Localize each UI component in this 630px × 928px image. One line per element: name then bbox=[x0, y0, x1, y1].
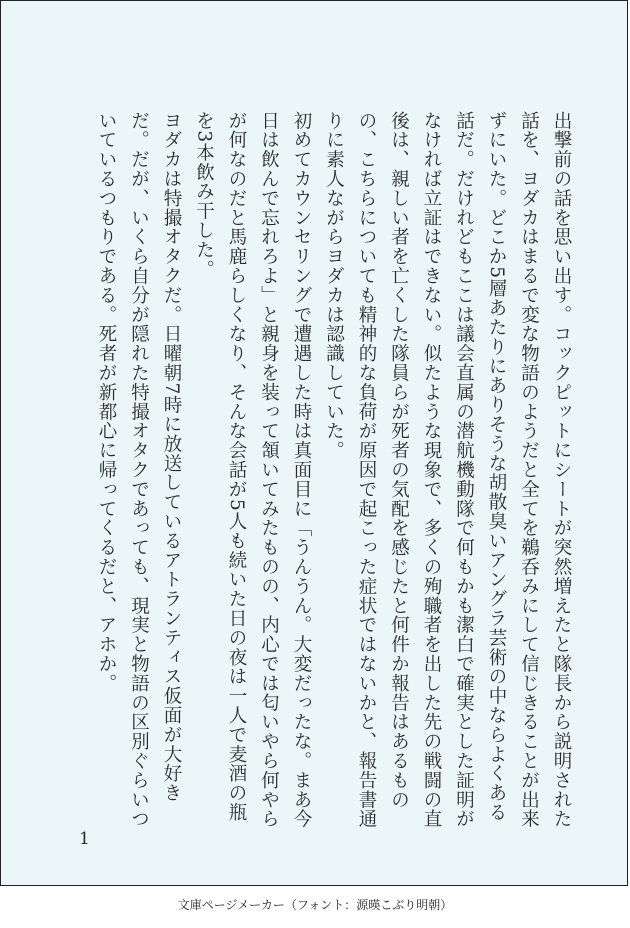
page-number: 1 bbox=[79, 829, 90, 849]
paragraph-2: 初めてカウンセリングで遭遇した時は真面目に「うんうん。大変だったな。まあ今日は飲んで忘れろよ」と親身を装って頷いてみたものの、内心では匂いやら何やらが何なのだと馬鹿らしくなり、そんな会話が5人も続いた日の夜は一人で麦酒の瓶を3本飲み干した。 bbox=[193, 111, 312, 829]
paragraph-3: ヨダカは特撮オタクだ。日曜朝7時に放送しているアトランティス仮面が大好きだ。だが、いくら自分が隠れた特撮オタクであっても、現実と物語の区別ぐらいついているつもりである。死者が新都心に帰ってくるだと、アホか。 bbox=[96, 111, 182, 829]
footer-credit: 文庫ページメーカー（フォント：源暎こぶり明朝） bbox=[177, 898, 453, 912]
vertical-body-text bbox=[90, 111, 578, 831]
paragraph-1: 出撃前の話を思い出す。コックピットにシートが突然増えたと隊長から説明された話を、ヨダカはまるで変な物語のようだと全てを鵜呑みにして信じきることが出来ずにいた。どこか5層あたりにありそうな胡散臭いアングラ芸術の中ならよくある話だ。だけれどもここは議会直属の潜航機動隊で何もかも潔白で確実とした証明がなければ立証はできない。似たような現象で、多くの殉職者を出した先の戦闘の直後は、親しい者を亡くした隊員らが死者の気配を感じたと何件か報告はあるものの、こちらについても精神的な負荷が原因で起こった症状ではないかと、報告書通りに素人ながらヨダカは認識していた。 bbox=[323, 111, 572, 829]
